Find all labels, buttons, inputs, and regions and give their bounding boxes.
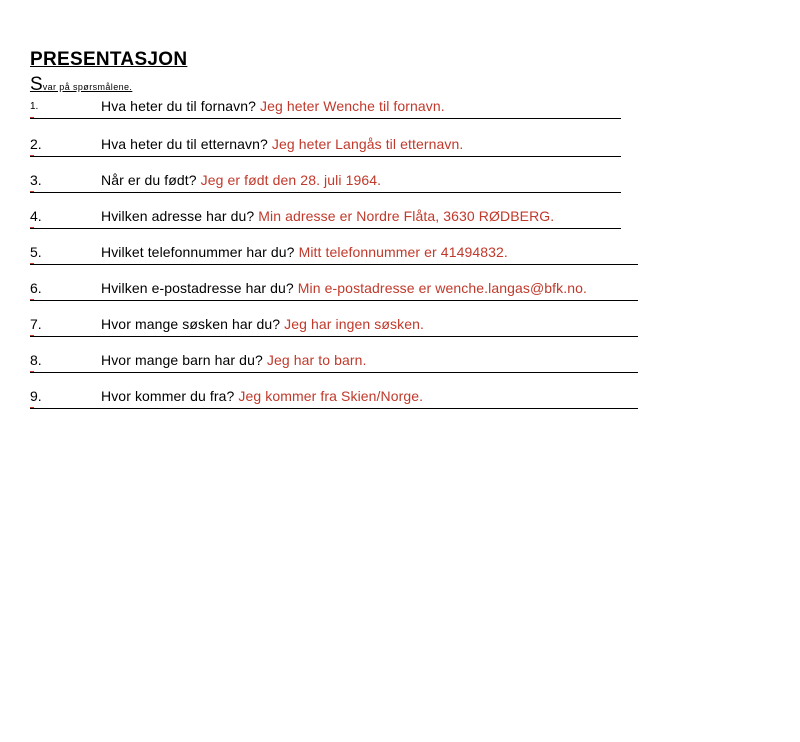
question-number: 7. — [30, 316, 42, 332]
answer-text: Jeg er født den 28. juli 1964. — [200, 172, 382, 188]
question-text — [101, 316, 424, 332]
answer-line — [30, 300, 638, 301]
page-title: PRESENTASJON — [30, 49, 188, 70]
question-number: 4. — [30, 208, 42, 224]
question-label: Hva heter du til etternavn? — [101, 136, 268, 152]
question-row — [30, 316, 650, 352]
answer-text: Min e-postadresse er wenche.langas@bfk.no. — [297, 280, 588, 296]
question-text — [101, 172, 381, 188]
answer-line — [30, 264, 638, 265]
answer-line — [30, 118, 621, 119]
answer-line — [30, 408, 638, 409]
answer-line — [30, 156, 621, 157]
answer-line — [30, 336, 638, 337]
question-text — [101, 280, 587, 296]
question-number: 1. — [30, 101, 39, 112]
answer-text: Mitt telefonnummer er 41494832. — [298, 244, 508, 260]
question-number: 2. — [30, 136, 42, 152]
question-number: 3. — [30, 172, 42, 188]
question-number: 5. — [30, 244, 42, 260]
answer-text: Jeg kommer fra Skien/Norge. — [238, 388, 424, 404]
question-label: Når er du født? — [101, 172, 197, 188]
question-label: Hvor mange barn har du? — [101, 352, 263, 368]
question-number: 8. — [30, 352, 42, 368]
question-row — [30, 208, 650, 244]
question-number: 9. — [30, 388, 42, 404]
subtitle-initial: S — [30, 74, 43, 95]
question-row — [30, 98, 650, 134]
question-row — [30, 352, 650, 388]
question-row — [30, 280, 650, 316]
question-text — [101, 352, 367, 368]
question-label: Hvilken adresse har du? — [101, 208, 255, 224]
subtitle-text: var på spørsmålene. — [42, 82, 133, 92]
question-text — [101, 136, 463, 152]
answer-text: Jeg heter Langås til etternavn. — [271, 136, 464, 152]
question-text — [101, 244, 508, 260]
question-label: Hvor kommer du fra? — [101, 388, 235, 404]
answer-text: Jeg har ingen søsken. — [284, 316, 424, 332]
answer-line — [30, 372, 638, 373]
question-row — [30, 136, 650, 172]
question-label: Hvilket telefonnummer har du? — [101, 244, 295, 260]
question-label: Hvor mange søsken har du? — [101, 316, 281, 332]
question-text — [101, 208, 554, 224]
answer-text: Jeg har to barn. — [266, 352, 367, 368]
question-row — [30, 244, 650, 280]
question-number: 6. — [30, 280, 42, 296]
answer-line — [30, 192, 621, 193]
question-label: Hva heter du til fornavn? — [101, 98, 257, 114]
question-text — [101, 388, 423, 404]
subtitle — [30, 74, 132, 96]
answer-line — [30, 228, 621, 229]
answer-text: Min adresse er Nordre Flåta, 3630 RØDBERG. — [258, 208, 555, 224]
question-text — [101, 98, 445, 114]
question-row — [30, 388, 650, 424]
question-row — [30, 172, 650, 208]
question-label: Hvilken e-postadresse har du? — [101, 280, 294, 296]
answer-text: Jeg heter Wenche til fornavn. — [260, 98, 445, 114]
